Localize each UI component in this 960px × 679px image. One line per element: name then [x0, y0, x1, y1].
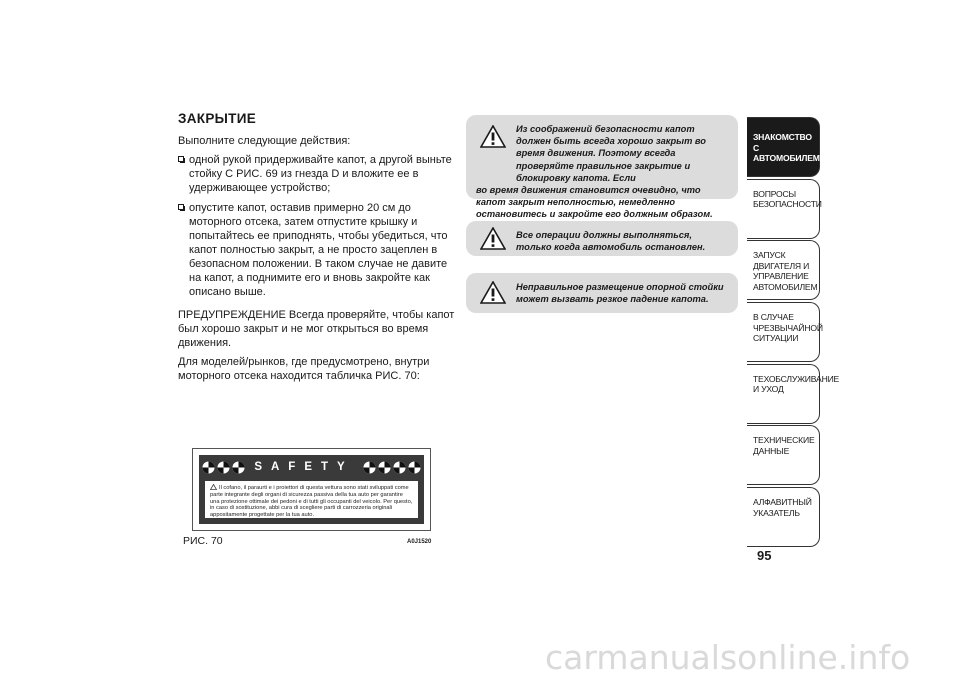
warning-triangle-icon: [480, 227, 506, 250]
tab-safety[interactable]: ВОПРОСЫ БЕЗОПАСНОСТИ: [747, 179, 820, 239]
step-item: [178, 201, 458, 299]
tab-getting-to-know[interactable]: ЗНАКОМСТВО С АВТОМОБИЛЕМ: [747, 117, 820, 177]
main-text-column: [178, 112, 458, 388]
crash-target-icon: [363, 461, 376, 474]
safety-label-figure: [192, 448, 431, 531]
page-number: 95: [757, 548, 772, 563]
models-note: Для моделей/рынков, где предусмотрено, внутри моторного отсека находится табличка РИС. 70:: [178, 356, 430, 382]
tab-starting-driving[interactable]: ЗАПУСК ДВИГАТЕЛЯ И УПРАВЛЕНИЕ АВТОМОБИЛЕМ: [747, 240, 820, 300]
warning-text: Из соображений безопасности капот должен быть всегда хорошо закрыт во время движения. Поэтому всегда проверяйте правильное закрытие и блокировку капота. Если: [516, 124, 706, 183]
safety-label-title: SAFETY: [254, 461, 354, 473]
safety-notice: [205, 481, 418, 518]
safety-notice-text: Il cofano, il paraurti e i proiettori di questa vettura sono stati sviluppati come parte integrante degli organi di sicurezza passiva della tua auto per garantire una protezione ottimale dei pedoni e di tutti gli occupanti del veicolo. Per questo, in caso di sostituzione, abbi cura di scegliere parti di carrozzeria originali appositamente progettate per la tua auto.: [210, 485, 413, 519]
crash-target-icon: [202, 461, 215, 474]
figure-code: A0J1520: [407, 539, 432, 545]
crash-target-icons-left: [199, 461, 248, 474]
warning-text-continued: во время движения становится очевидно, что капот закрыт неполностью, немедленно остановитесь и закройте его должным образом.: [476, 185, 713, 220]
crash-target-icon: [217, 461, 230, 474]
step-text: одной рукой придерживайте капот, а другой выньте стойку С РИС. 69 из гнезда D и вложите ее в удерживающее устройство;: [189, 154, 452, 194]
crash-target-icons-right: [360, 461, 424, 474]
watermark: carmanualsonline.info: [545, 638, 911, 677]
warning-triangle-icon: [480, 281, 506, 304]
warning-box: [466, 115, 738, 220]
warning-triangle-icon: [480, 125, 506, 148]
tab-technical-data[interactable]: ТЕХНИЧЕСКИЕ ДАННЫЕ: [747, 425, 820, 485]
figure-caption: РИС. 70: [183, 535, 223, 547]
step-item: [178, 153, 458, 195]
crash-target-icon: [232, 461, 245, 474]
crash-target-icon: [378, 461, 391, 474]
crash-target-icon: [393, 461, 406, 474]
warning-box: [466, 221, 738, 256]
step-text: опустите капот, оставив примерно 20 см до моторного отсека, затем отпустите крышку и попытайтесь ее приподнять, чтобы убедиться, что капот полностью закрыт, а не просто зацеплен в безопасном положении. В таком случае не давите на капот, а поднимите его и вновь закройте как описано выше.: [189, 202, 448, 298]
warning-text: Все операции должны выполняться, только когда автомобиль остановлен.: [516, 230, 706, 253]
safety-band: [199, 455, 424, 479]
checkbox-bullet-icon: [178, 156, 184, 162]
checkbox-bullet-icon: [178, 204, 184, 210]
warning-text: Неправильное размещение опорной стойки может вызвать резкое падение капота.: [516, 282, 724, 305]
warning-note: ПРЕДУПРЕЖДЕНИЕ Всегда проверяйте, чтобы капот был хорошо закрыт и не мог открыться во время движения.: [178, 309, 455, 349]
warning-triangle-icon: [210, 484, 217, 490]
chapter-tabs: [747, 117, 840, 549]
warning-box: [466, 273, 738, 313]
section-title: ЗАКРЫТИЕ: [178, 111, 257, 126]
tab-index[interactable]: АЛФАВИТНЫЙ УКАЗАТЕЛЬ: [747, 487, 820, 547]
tab-maintenance[interactable]: ТЕХОБСЛУЖИВАНИЕ И УХОД: [747, 364, 820, 424]
crash-target-icon: [408, 461, 421, 474]
intro-text: Выполните следующие действия:: [178, 135, 351, 147]
tab-emergency[interactable]: В СЛУЧАЕ ЧРЕЗВЫЧАЙНОЙ СИТУАЦИИ: [747, 302, 820, 362]
